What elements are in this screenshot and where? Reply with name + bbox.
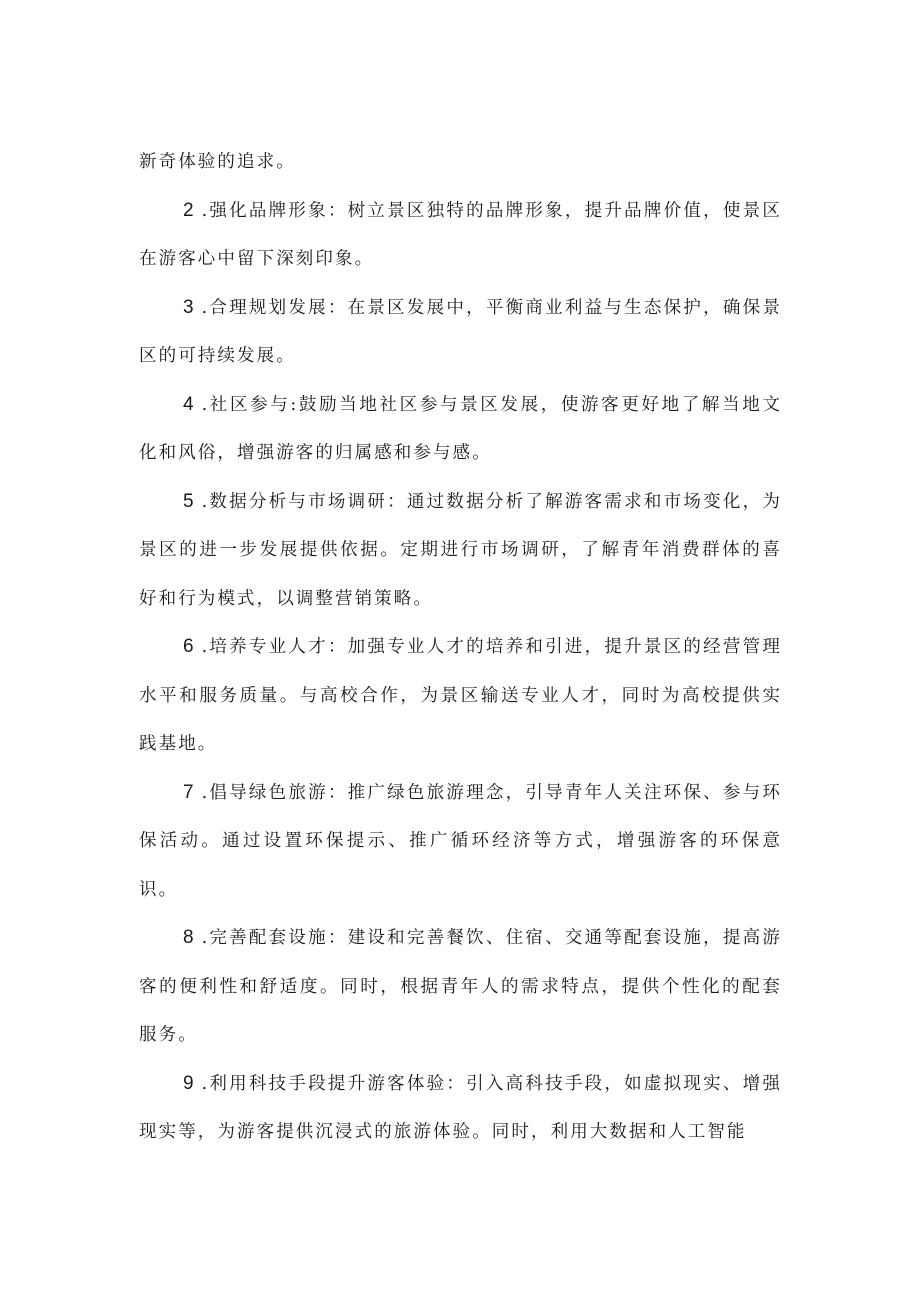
paragraph-text: .倡导绿色旅游：推广绿色旅游理念，引导青年人关注环保、参与环保活动。通过设置环保提示、推广循环经济等方式，增强游客的环保意识。 xyxy=(139,782,782,900)
item-number: 6 xyxy=(183,636,194,657)
item-number: 3 xyxy=(183,296,194,318)
list-item-2 xyxy=(139,187,782,284)
list-item-9 xyxy=(139,1060,782,1157)
item-number: 4 xyxy=(183,393,194,415)
item-number: 8 xyxy=(183,927,194,948)
paragraph-text: .数据分析与市场调研：通过数据分析了解游客需求和市场变化，为景区的进一步发展提供依据。定期进行市场调研，了解青年消费群体的喜好和行为模式，以调整营销策略。 xyxy=(139,491,782,609)
paragraph-text: .完善配套设施：建设和完善餐饮、住宿、交通等配套设施，提高游客的便利性和舒适度。同时，根据青年人的需求特点，提供个性化的配套服务。 xyxy=(139,928,782,1045)
list-item-5 xyxy=(139,478,782,624)
item-number: 5 xyxy=(183,490,194,512)
paragraph-continuation xyxy=(139,138,782,187)
paragraph-text: .利用科技手段提升游客体验：引入高科技手段，如虚拟现实、增强现实等，为游客提供沉浸式的旅游体验。同时，利用大数据和人工智能 xyxy=(139,1073,782,1142)
item-number: 2 xyxy=(183,199,194,221)
list-item-8 xyxy=(139,914,782,1060)
list-item-6 xyxy=(139,623,782,769)
paragraph-text: .培养专业人才：加强专业人才的培养和引进，提升景区的经营管理水平和服务质量。与高校合作，为景区输送专业人才，同时为高校提供实践基地。 xyxy=(139,637,782,754)
item-number: 9 xyxy=(183,1072,194,1094)
document-page xyxy=(139,138,782,1157)
list-item-7 xyxy=(139,769,782,915)
list-item-3 xyxy=(139,284,782,381)
paragraph-text: .合理规划发展：在景区发展中，平衡商业利益与生态保护，确保景区的可持续发展。 xyxy=(139,297,782,366)
item-number: 7 xyxy=(183,781,194,803)
paragraph-text: .社区参与:鼓励当地社区参与景区发展，使游客更好地了解当地文化和风俗，增强游客的归属感和参与感。 xyxy=(139,394,782,463)
list-item-4 xyxy=(139,381,782,478)
paragraph-text: .强化品牌形象：树立景区独特的品牌形象，提升品牌价值，使景区在游客心中留下深刻印象。 xyxy=(139,200,782,269)
paragraph-text: 新奇体验的追求。 xyxy=(139,152,296,172)
